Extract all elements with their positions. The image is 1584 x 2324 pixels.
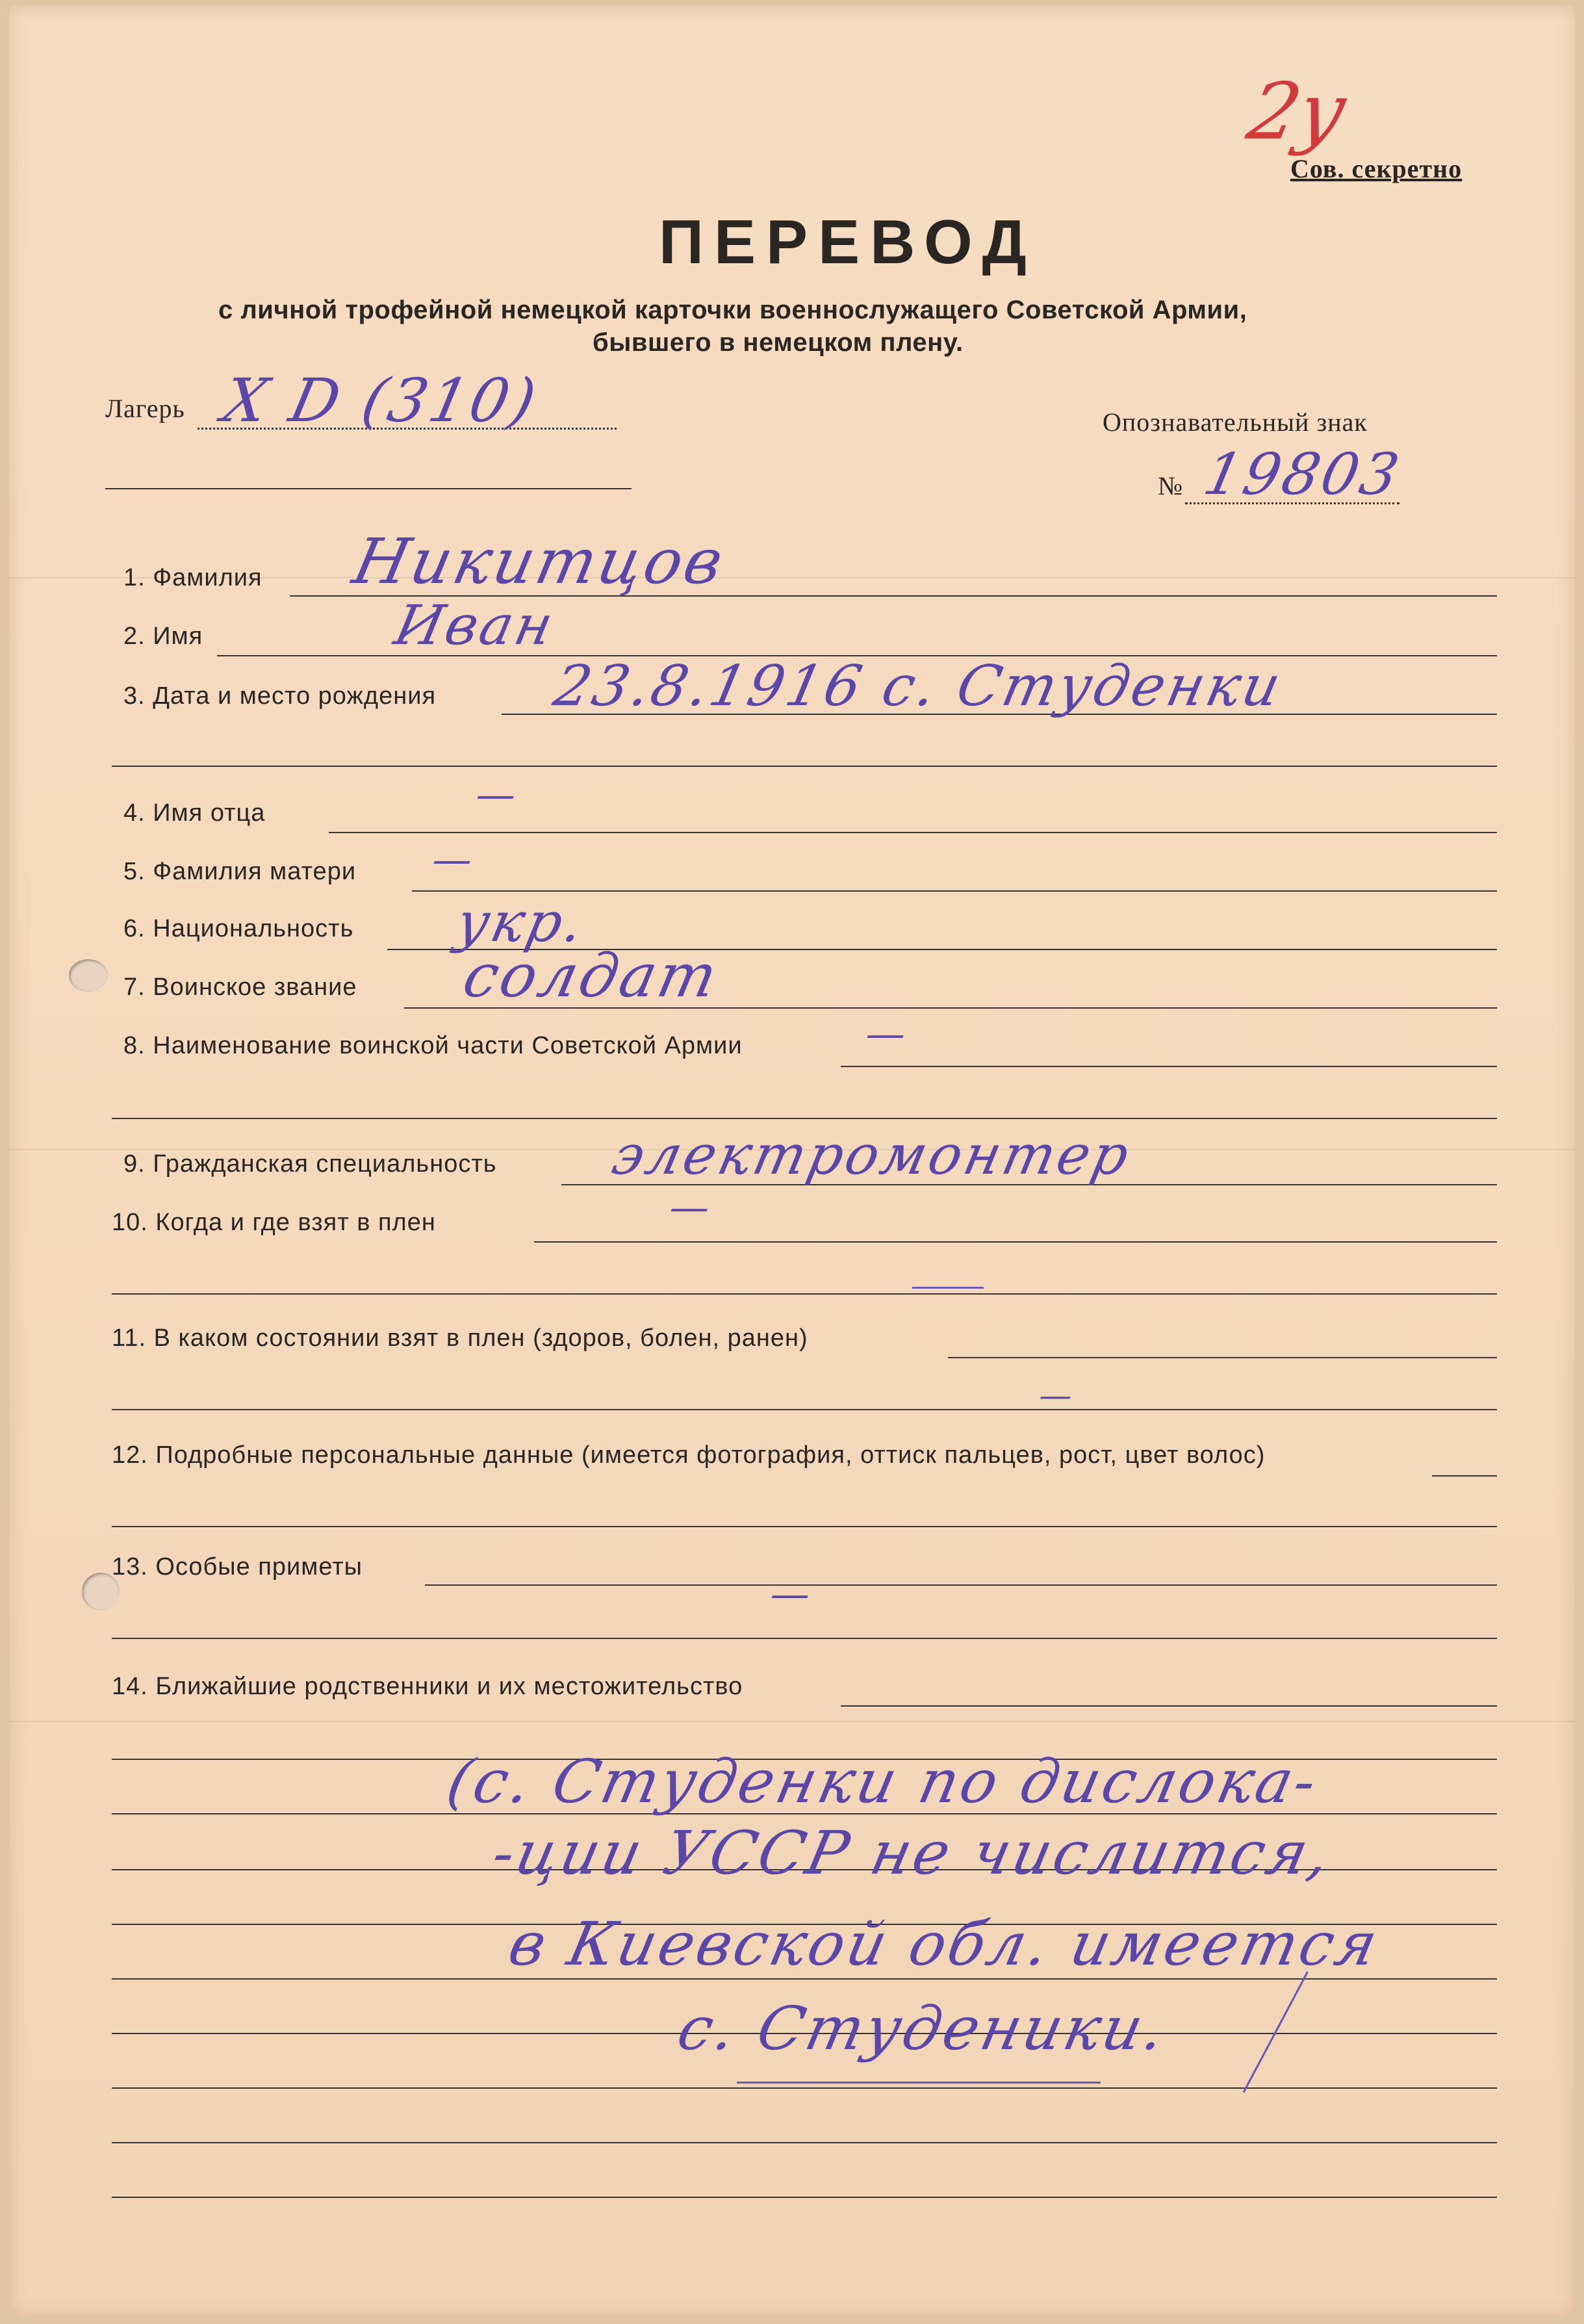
id-tag-label: Опознавательный знак — [1103, 407, 1368, 437]
field-10-value: — — [665, 1185, 717, 1230]
field-8-label: 8. Наименование воинской части Советской Армии — [123, 1032, 743, 1059]
field-9-label: 9. Гражданская специальность — [123, 1150, 497, 1178]
field-4-value: — — [472, 772, 523, 818]
field-1-value: Никитцов — [347, 525, 732, 598]
id-tag-number-label: № — [1158, 471, 1184, 500]
field-2-value: Иван — [389, 593, 561, 657]
document-sheet — [9, 5, 1575, 2316]
note-line-1: (с. Студенки по дислока- — [441, 1747, 1325, 1816]
note-line-2: -ции УССР не числится, — [487, 1818, 1339, 1888]
note-line-3: в Киевской обл. имеется — [503, 1909, 1386, 1979]
camp-label: Лагерь — [105, 394, 185, 423]
field-11-label: 11. В каком состоянии взят в плен (здоров, болен, ранен) — [112, 1324, 808, 1352]
camp-value: X D (310) — [217, 366, 544, 435]
field-6-label: 6. Национальность — [123, 915, 354, 942]
field-12-label: 12. Подробные персональные данные (имеется фотография, оттиск пальцев, рост, цвет волос) — [112, 1441, 1266, 1469]
field-9-value: электромонтер — [607, 1123, 1137, 1187]
field-7-value: солдат — [457, 941, 726, 1011]
field-4-label: 4. Имя отца — [123, 799, 266, 827]
red-annotation: 2у — [1240, 67, 1355, 157]
field-5-value: — — [428, 837, 479, 883]
field-13-label: 13. Особые приметы — [112, 1553, 363, 1581]
field-8-value: — — [862, 1011, 913, 1057]
field-7-label: 7. Воинское звание — [123, 974, 357, 1001]
id-tag-value: 19803 — [1198, 441, 1407, 508]
field-10-label: 10. Когда и где взят в плен — [112, 1209, 436, 1236]
field-13-value: — — [766, 1571, 817, 1617]
page-title: ПЕРЕВОД — [659, 207, 1037, 277]
field-5-label: 5. Фамилия матери — [123, 858, 357, 885]
field-6-value: укр. — [451, 890, 592, 954]
field-3-label: 3. Дата и место рождения — [123, 682, 437, 710]
field-3-value: 23.8.1916 с. Студенки — [548, 654, 1289, 719]
field-1-label: 1. Фамилия — [123, 564, 262, 591]
note-line-4: с. Студеники. — [672, 1994, 1173, 2063]
subtitle-line-2: бывшего в немецком плену. — [593, 328, 964, 357]
field-2-label: 2. Имя — [123, 623, 203, 650]
subtitle-line-1: с личной трофейной немецкой карточки военнослужащего Советской Армии, — [218, 296, 1247, 324]
field-11-value: — — [1036, 1376, 1079, 1414]
field-14-label: 14. Ближайшие родственники и их местожительство — [112, 1673, 743, 1700]
punch-hole — [69, 959, 108, 992]
classification-label: Сов. секретно — [1290, 154, 1463, 183]
